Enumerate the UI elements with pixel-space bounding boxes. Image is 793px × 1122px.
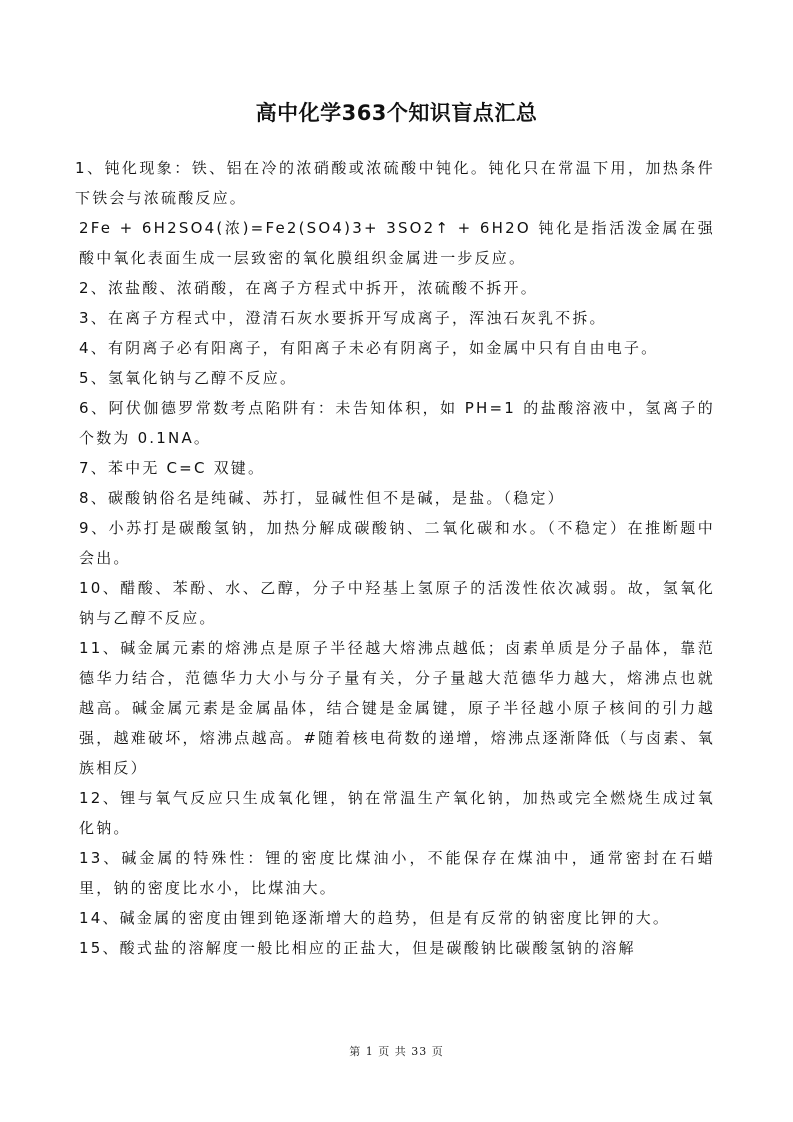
- paragraph-12: 12、锂与氧气反应只生成氧化锂，钠在常温生产氧化钠，加热或完全燃烧生成过氧化钠。: [79, 789, 715, 837]
- paragraph-8: 8、碳酸钠俗名是纯碱、苏打，显碱性但不是碱，是盐。（稳定）: [79, 489, 565, 507]
- paragraph-6: 6、阿伏伽德罗常数考点陷阱有：未告知体积，如 PH=1 的盐酸溶液中，氢离子的个数为 0.1NA。: [79, 399, 715, 447]
- paragraph-11: 11、碱金属元素的熔沸点是原子半径越大熔沸点越低；卤素单质是分子晶体，靠范德华力结合，范德华力大小与分子量有关，分子量越大范德华力越大，熔沸点也就越高。碱金属元素是金属晶体，结合键是金属键，原子半径越小原子核间的引力越强，越难破坏，熔沸点越高。#随着核电荷数的递增，熔沸点逐渐降低（与卤素、氧族相反）: [79, 639, 715, 777]
- paragraph-14: 14、碱金属的密度由锂到铯逐渐增大的趋势，但是有反常的钠密度比钾的大。: [79, 909, 671, 927]
- document-body: [75, 153, 715, 963]
- paragraph-10: 10、醋酸、苯酚、水、乙醇，分子中羟基上氢原子的活泼性依次减弱。故，氢氧化钠与乙醇不反应。: [79, 579, 715, 627]
- paragraph-13: 13、碱金属的特殊性：锂的密度比煤油小，不能保存在煤油中，通常密封在石蜡里，钠的密度比水小，比煤油大。: [79, 849, 715, 897]
- paragraph-3: 3、在离子方程式中，澄清石灰水要拆开写成离子，浑浊石灰乳不拆。: [79, 309, 607, 327]
- paragraph-2: 2、浓盐酸、浓硝酸，在离子方程式中拆开，浓硫酸不拆开。: [79, 279, 538, 297]
- paragraph-1: 1、钝化现象：铁、铝在冷的浓硝酸或浓硫酸中钝化。钝化只在常温下用，加热条件下铁会与浓硫酸反应。: [75, 159, 715, 207]
- paragraph-5: 5、氢氧化钠与乙醇不反应。: [79, 369, 298, 387]
- page-footer: 第 1 页 共 33 页: [349, 1045, 444, 1058]
- paragraph-equation: 2Fe + 6H2SO4(浓)=Fe2(SO4)3+ 3SO2↑ + 6H2O 钝化是指活泼金属在强酸中氧化表面生成一层致密的氧化膜组织金属进一步反应。: [79, 219, 715, 267]
- paragraph-15: 15、酸式盐的溶解度一般比相应的正盐大，但是碳酸钠比碳酸氢钠的溶解: [79, 939, 636, 957]
- paragraph-9: 9、小苏打是碳酸氢钠，加热分解成碳酸钠、二氧化碳和水。（不稳定）在推断题中会出。: [79, 519, 715, 567]
- page-title: 高中化学363个知识盲点汇总: [255, 101, 538, 125]
- paragraph-7: 7、苯中无 C=C 双键。: [79, 459, 266, 477]
- paragraph-4: 4、有阴离子必有阳离子，有阳离子未必有阴离子，如金属中只有自由电子。: [79, 339, 659, 357]
